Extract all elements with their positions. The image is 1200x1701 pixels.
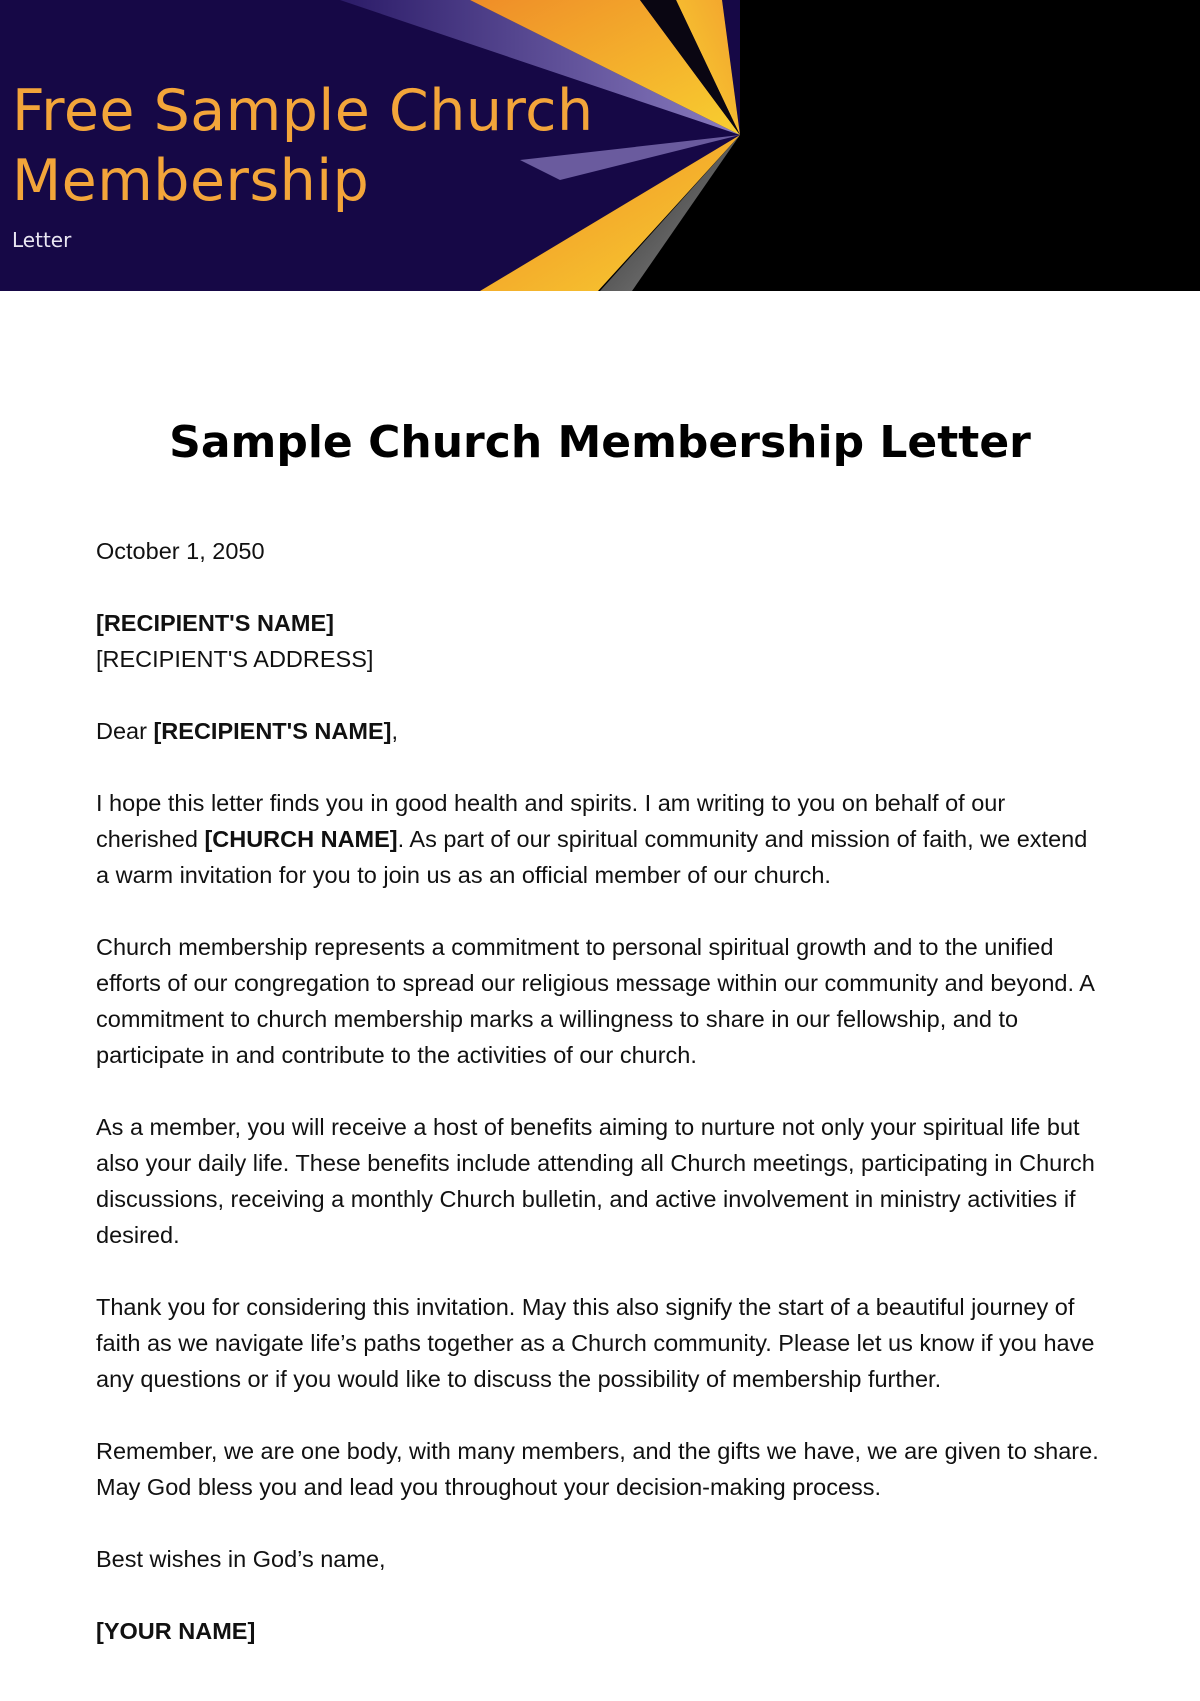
banner-title <box>12 76 594 216</box>
paragraph-5: Remember, we are one body, with many members, and the gifts we have, we are given to share. May God bless you and lead you throughout your decision-making process. <box>96 1438 1099 1500</box>
salutation-suffix: , <box>391 718 398 744</box>
paragraph-1-after: . As part of our spiritual community and mission of faith, we extend a warm invitation for you to join us as an official member of our church. <box>96 826 1088 888</box>
paragraph-2: Church membership represents a commitment to personal spiritual growth and to the unified efforts of our congregation to spread our religious message within our community and beyond. A commitment to church membership marks a willingness to share in our fellowship, and to participate in and contribute to the activities of our church. <box>96 934 1094 1068</box>
banner-title-line1: Free Sample Church <box>12 78 594 144</box>
paragraph-1 <box>96 785 1106 893</box>
signature-name: [YOUR NAME] <box>96 1618 256 1644</box>
church-name: [CHURCH NAME] <box>204 826 398 852</box>
banner-title-line2: Membership <box>12 148 370 214</box>
salutation-prefix: Dear <box>96 718 154 744</box>
recipient-name: [RECIPIENT'S NAME] <box>96 610 334 636</box>
letter-body <box>96 533 1106 1685</box>
paragraph-3: As a member, you will receive a host of benefits aiming to nurture not only your spiritual life but also your daily life. These benefits include attending all Church meetings, participating in Church discussions, receiving a monthly Church bulletin, and active involvement in ministry activities if desired. <box>96 1114 1095 1248</box>
letter-date: October 1, 2050 <box>96 538 265 564</box>
paragraph-4: Thank you for considering this invitation. May this also signify the start of a beautiful journey of faith as we navigate life’s paths together as a Church community. Please let us know if you have any questions or if you would like to discuss the possibility of membership further. <box>96 1294 1095 1392</box>
header-banner <box>0 0 1200 291</box>
document-title: Sample Church Membership Letter <box>169 417 1031 468</box>
salutation-name: [RECIPIENT'S NAME] <box>153 718 392 744</box>
recipient-address: [RECIPIENT'S ADDRESS] <box>96 646 374 672</box>
banner-subtitle: Letter <box>12 228 72 252</box>
recipient-block <box>96 605 1106 677</box>
closing: Best wishes in God’s name, <box>96 1546 386 1572</box>
paragraph-1-before: I hope this letter finds you in good health and spirits. I am writing to you on behalf of our cherished <box>96 790 1006 852</box>
salutation <box>96 713 1106 749</box>
